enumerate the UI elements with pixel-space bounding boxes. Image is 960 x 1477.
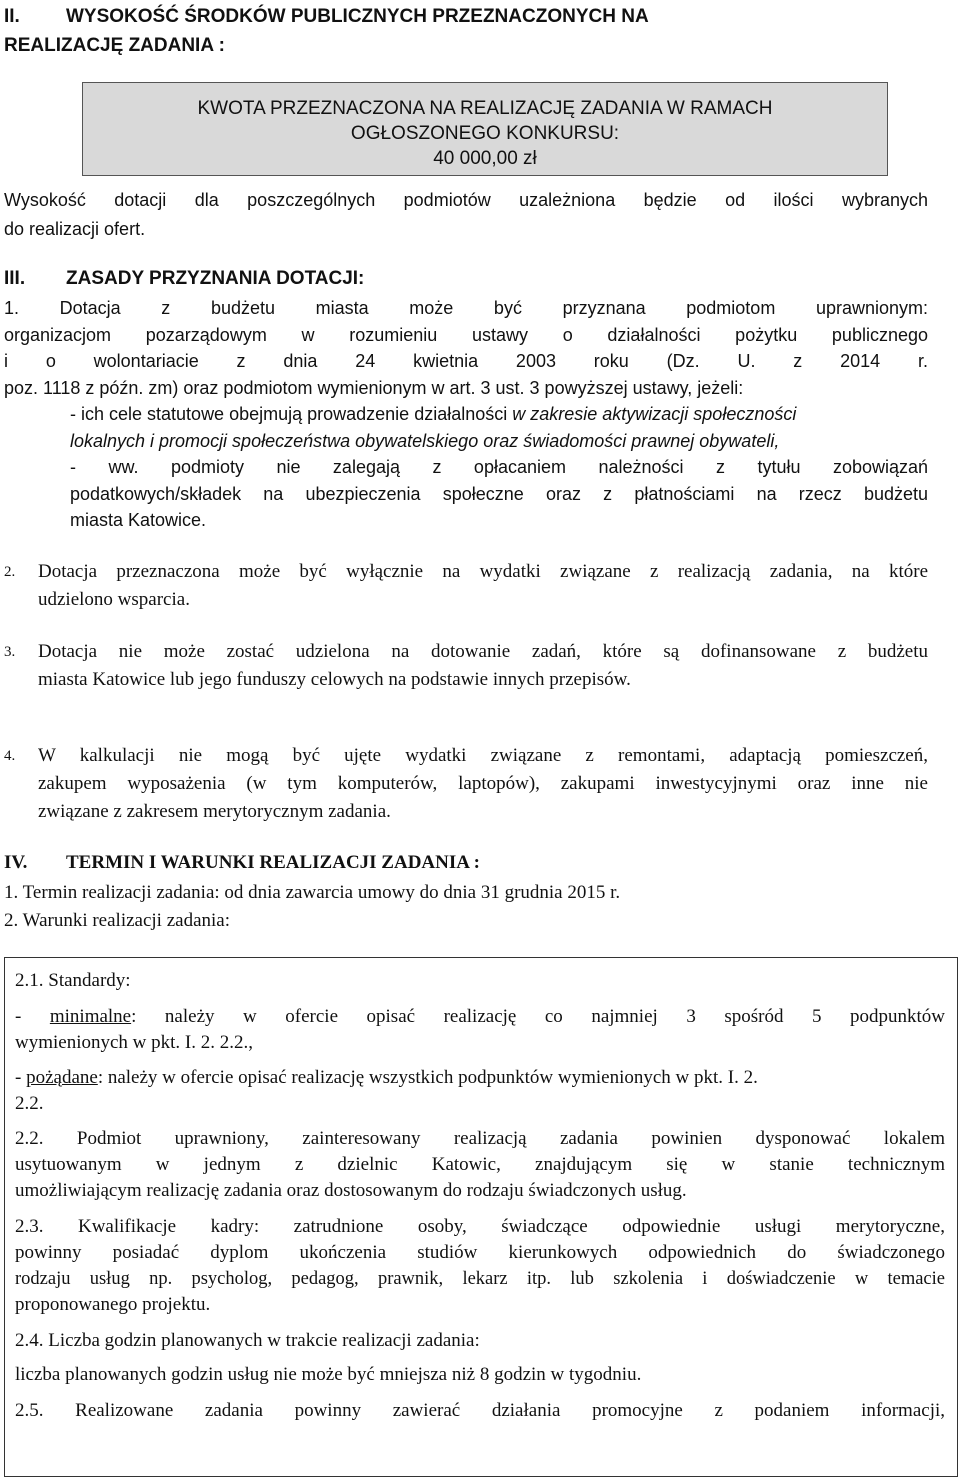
point-4-line1: W kalkulacji nie mogą być ujęte wydatki związane z remontami, adaptacją pomieszczeń, (38, 745, 928, 766)
funding-amount-box (82, 82, 888, 176)
section-2-title-line1: WYSOKOŚĆ ŚRODKÓW PUBLICZNYCH PRZEZNACZONYCH NA (66, 6, 649, 27)
condition-2-line3: miasta Katowice. (70, 510, 207, 530)
condition-1-plain: - ich cele statutowe obejmują prowadzenie działalności (70, 404, 513, 424)
section-2-number: II. (4, 6, 20, 27)
standard-2-2 (15, 1126, 945, 1204)
desired-line2: 2.2. (15, 1093, 44, 1114)
desired-dash: - (15, 1067, 27, 1088)
point-4 (4, 743, 928, 825)
section-3-title: ZASADY PRZYZNANIA DOTACJI: (66, 268, 365, 289)
point-3-number: 3. (4, 644, 16, 660)
standard-2-3 (15, 1214, 945, 1318)
section-4-line2: 2. Warunki realizacji zadania: (4, 910, 231, 931)
p23-line4: proponowanego projektu. (15, 1294, 211, 1315)
p23-line1: 2.3. Kwalifikacje kadry: zatrudnione osoby, świadczące odpowiednie usługi merytoryczne, (15, 1216, 945, 1237)
section-3-heading (4, 266, 364, 292)
section-2-title-line2: REALIZACJĘ ZADANIA : (4, 35, 225, 56)
desired-line1: : należy w ofercie opisać realizację wszystkich podpunktów wymienionych w pkt. I. 2. (97, 1067, 758, 1088)
section-4-items (4, 880, 928, 934)
funding-note (4, 187, 928, 242)
standard-minimal (15, 1004, 945, 1056)
section-4-number: IV. (4, 852, 28, 873)
p23-line2: powinny posiadać dyplom ukończenia studiów kierunkowych odpowiednich do świadczonego (15, 1242, 945, 1263)
point-1-condition-2 (4, 454, 928, 534)
section-3-number: III. (4, 268, 26, 289)
p22-line1: 2.2. Podmiot uprawniony, zainteresowany realizacją zadania powinien dysponować lokalem (15, 1128, 945, 1149)
funding-box-line1: KWOTA PRZEZNACZONA NA REALIZACJĘ ZADANIA W RAMACH (197, 98, 773, 119)
point-1-line4: poz. 1118 z późn. zm) oraz podmiotom wymienionym w art. 3 ust. 3 powyższej ustawy, jeżeli: (4, 377, 744, 398)
point-3-line2: miasta Katowice lub jego funduszy celowych na podstawie innych przepisów. (38, 669, 631, 690)
point-1-condition-1 (4, 401, 928, 454)
minimal-dash: - (15, 1006, 50, 1027)
standards-heading: 2.1. Standardy: (15, 970, 131, 991)
condition-2-line2: podatkowych/składek na ubezpieczenia społeczne oraz z płatnościami na rzecz budżetu (70, 483, 928, 504)
funding-box-line2: OGŁOSZONEGO KONKURSU: (350, 123, 620, 144)
desired-label: pożądane (26, 1067, 98, 1088)
standard-2-5 (15, 1398, 945, 1424)
point-1-line3: i o wolontariacie z dnia 24 kwietnia 2003 roku (Dz. U. z 2014 r. (4, 351, 928, 371)
condition-2-line1: - ww. podmioty nie zalegają z opłacaniem należności z tytułu zobowiązań (70, 457, 928, 477)
minimal-label: minimalne (49, 1006, 132, 1027)
standards-box (4, 957, 958, 1477)
point-2-line2: udzielono wsparcia. (38, 589, 190, 610)
condition-1-line2: lokalnych i promocji społeczeństwa obywatelskiego oraz świadomości prawnej obywateli, (70, 430, 780, 451)
minimal-line1: : należy w ofercie opisać realizację co najmniej 3 spośród 5 podpunktów (131, 1006, 945, 1027)
p24-line1: 2.4. Liczba godzin planowanych w trakcie realizacji zadania: (15, 1330, 480, 1351)
p22-line2: usytuowanym w jednym z dzielnic Katowic, znajdującym się w stanie technicznym (15, 1154, 945, 1175)
funding-note-line2: do realizacji ofert. (4, 219, 146, 239)
section-2-heading (4, 4, 954, 59)
point-1-line1: 1. Dotacja z budżetu miasta może być przyznana podmiotom uprawnionym: (4, 298, 928, 318)
point-4-line2: zakupem wyposażenia (w tym komputerów, laptopów), zakupami inwestycyjnymi oraz inne nie (38, 773, 928, 794)
point-3 (4, 639, 928, 693)
point-3-line1: Dotacja nie może zostać udzielona na dotowanie zadań, które są dofinansowane z budżetu (38, 641, 928, 662)
p22-line3: umożliwiającym realizację zadania oraz dostosowanym do rodzaju świadczonych usług. (15, 1180, 687, 1201)
condition-1-italic: w zakresie aktywizacji społeczności (512, 404, 797, 424)
standard-2-4 (15, 1328, 945, 1388)
point-4-number: 4. (4, 748, 16, 764)
point-1 (4, 295, 928, 534)
standards-content (15, 968, 945, 1424)
point-1-line2: organizacjom pozarządowym w rozumieniu ustawy o działalności pożytku publicznego (4, 324, 928, 345)
standard-desired (15, 1065, 945, 1117)
p24-line2: liczba planowanych godzin usług nie może być mniejsza niż 8 godzin w tygodniu. (15, 1364, 642, 1385)
section-4-heading (4, 850, 480, 876)
funding-box-amount: 40 000,00 zł (433, 148, 537, 169)
point-2-number: 2. (4, 564, 16, 580)
section-4-line1: 1. Termin realizacji zadania: od dnia zawarcia umowy do dnia 31 grudnia 2015 r. (4, 882, 621, 903)
minimal-line2: wymienionych w pkt. I. 2. 2.2., (15, 1032, 254, 1053)
point-2 (4, 559, 928, 613)
p23-line3: rodzaju usług np. psycholog, pedagog, prawnik, lekarz itp. lub szkolenia i doświadczenie w temacie (15, 1269, 945, 1289)
funding-note-line1: Wysokość dotacji dla poszczególnych podmiotów uzależniona będzie od ilości wybranych (4, 190, 928, 210)
point-4-line3: związane z zakresem merytorycznym zadania. (38, 801, 391, 822)
section-4-title: TERMIN I WARUNKI REALIZACJI ZADANIA : (66, 852, 481, 873)
point-2-line1: Dotacja przeznaczona może być wyłącznie na wydatki związane z realizacją zadania, na które (38, 561, 928, 582)
p25-line1: 2.5. Realizowane zadania powinny zawierać działania promocyjne z podaniem informacji, (15, 1400, 945, 1421)
